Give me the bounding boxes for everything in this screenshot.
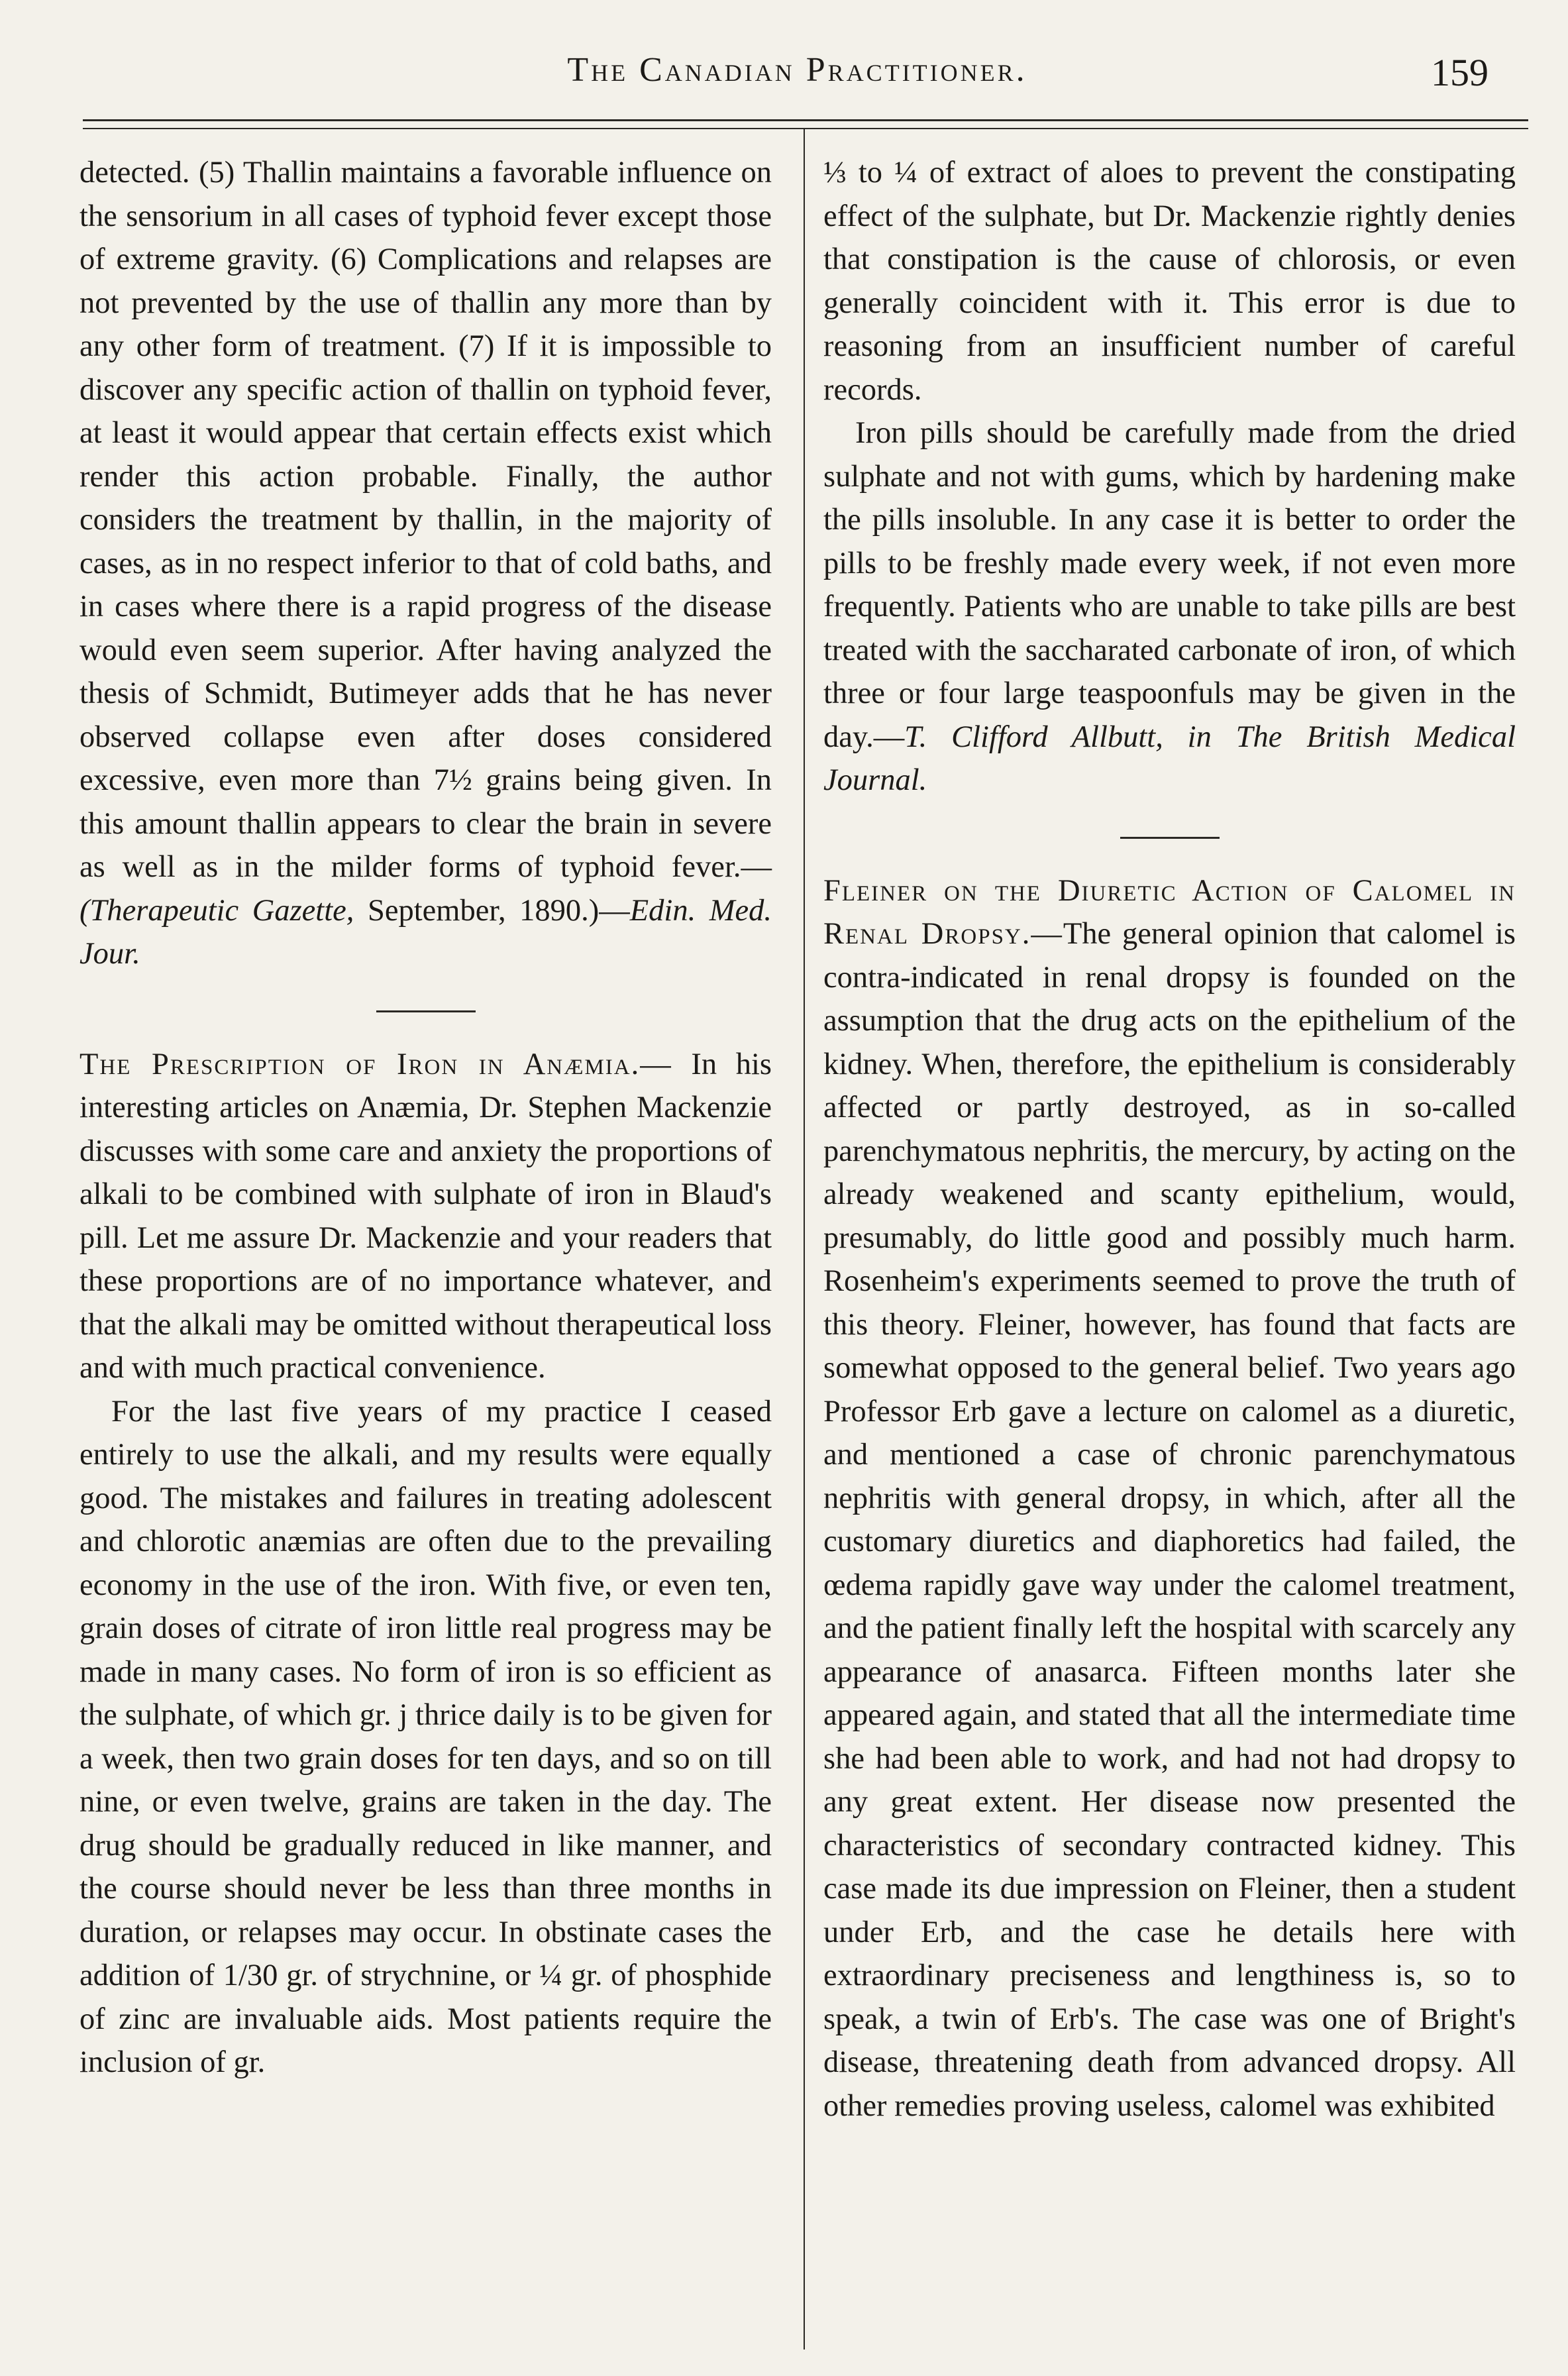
running-title: The Canadian Practitioner. — [567, 51, 1027, 89]
iron-section-heading: The Prescription of Iron in Anæmia.— — [79, 1047, 672, 1081]
thallin-text: detected. (5) Thallin maintains a favorable influence on the sensorium in all cases of typhoid fever except those of extreme gravity. (6) Complications and relapses are not prevented by the use of thallin any more than by any other form of treatment. (7) If it is impossible to discover any specific action of thallin on typhoid fever, at least it would appear that certain effects exist which render this action probable. Finally, the author considers the treatment by thallin, in the majority of cases, as in no respect inferior to that of cold baths, and in cases where there is a rapid progress of the disease would even seem superior. After having analyzed the thesis of Schmidt, Butimeyer adds that he has never observed collapse even after doses considered excessive, even more than 7½ grains being given. In this amount thallin appears to clear the brain in severe as well as in the milder forms of typhoid fever.— — [79, 156, 772, 884]
iron-source: The British Medical Journal. — [823, 720, 1516, 797]
header-rule-thin — [83, 128, 1528, 129]
iron-text-2: For the last five years of my practice I ceased entirely to use the alkali, and my results were equally good. The mistakes and failures in treating adolescent and chlorotic anæmias are often due to the prevailing economy in the use of the iron. With five, or even ten, grain doses of citrate of iron little real progress may be made in many cases. No form of iron is so efficient as the sulphate, of which gr. j thrice daily is to be given for a week, then two grain doses for ten days, and so on till nine, or even twelve, grains are taken in the day. The drug should be gradually reduced in like manner, and the course should never be less than three months in duration, or relapses may occur. In obstinate cases the addition of 1/30 gr. of strychnine, or ¼ gr. of phosphide of zinc are invaluable aids. Most patients require the inclusion of gr. — [79, 1394, 772, 2079]
thallin-citation-source: Edin. Med. Jour. — [79, 893, 772, 971]
iron-pills-text: Iron pills should be carefully made from the dried sulphate and not with gums, which by hardening make the pills insoluble. In any case it is better to order the pills to be freshly made every week, if not even more frequently. Patients who are unable to take pills are best treated with the saccharated carbonate of iron, of which three or four large teaspoonfuls may be given in the day.— — [823, 416, 1516, 754]
calomel-paragraph — [823, 869, 1516, 2128]
header-rule — [83, 119, 1528, 121]
iron-pills-paragraph — [823, 411, 1516, 802]
iron-continued-paragraph — [823, 151, 1516, 411]
thallin-citation-journal: (Therapeutic Gazette, — [79, 893, 354, 928]
iron-signature-in: in — [1163, 720, 1236, 754]
iron-signature: T. Clifford Allbutt, — [904, 720, 1163, 754]
section-divider-right — [1120, 837, 1220, 839]
thallin-citation-date: September, 1890.)— — [354, 893, 630, 928]
column-divider — [804, 129, 805, 2349]
iron-text-1: In his interesting articles on Anæmia, Dr. Stephen Mackenzie discusses with some care and anxiety the proportions of alkali to be combined with sulphate of iron in Blaud's pill. Let me assure Dr. Mackenzie and your readers that these proportions are of no importance whatever, and that the alkali may be omitted without therapeutical loss and with much practical convenience. — [79, 1047, 772, 1385]
running-head — [79, 45, 1515, 111]
thallin-paragraph — [79, 151, 772, 976]
page-number: 159 — [1431, 51, 1489, 94]
iron-section-paragraph-1 — [79, 1043, 772, 1390]
iron-section-paragraph-2 — [79, 1390, 772, 2084]
calomel-text: The general opinion that calomel is contra-indicated in renal dropsy is founded on the assumption that the drug acts on the epithelium of the kidney. When, therefore, the epithelium is considerably affected or partly destroyed, as in so-called parenchymatous nephritis, the mercury, by acting on the already weakened and scanty epithelium, would, presumably, do little good and possibly much harm. Rosenheim's experiments seemed to prove the truth of this theory. Fleiner, however, has found that facts are somewhat opposed to the general belief. Two years ago Professor Erb gave a lecture on calomel as a diuretic, and mentioned a case of chronic parenchymatous nephritis with general dropsy, in which, after all the customary diuretics and diaphoretics had failed, the œdema rapidly gave way under the calomel treatment, and the patient finally left the hospital with scarcely any appearance of anasarca. Fifteen months later she appeared again, and stated that all the intermediate time she had been able to work, and had not had dropsy to any great extent. Her disease now presented the characteristics of secondary contracted kidney. This case made its due impression on Fleiner, then a student under Erb, and the case he details here with extraordinary preciseness and lengthiness is, so to speak, a twin of Erb's. The case was one of Bright's disease, threatening death from advanced dropsy. All other remedies proving useless, calomel was exhibited — [823, 917, 1516, 2123]
iron-continued-text: ⅓ to ¼ of extract of aloes to prevent the constipating effect of the sulphate, but Dr. Mackenzie rightly denies that constipation is the cause of chlorosis, or even generally coincident with it. This error is due to reasoning from an insufficient number of careful records. — [823, 156, 1516, 407]
section-divider — [376, 1010, 476, 1012]
calomel-heading: Fleiner on the Diuretic Action of Calomel in Renal Dropsy.— — [823, 873, 1516, 951]
right-column — [823, 151, 1516, 2128]
left-column — [79, 151, 772, 2084]
